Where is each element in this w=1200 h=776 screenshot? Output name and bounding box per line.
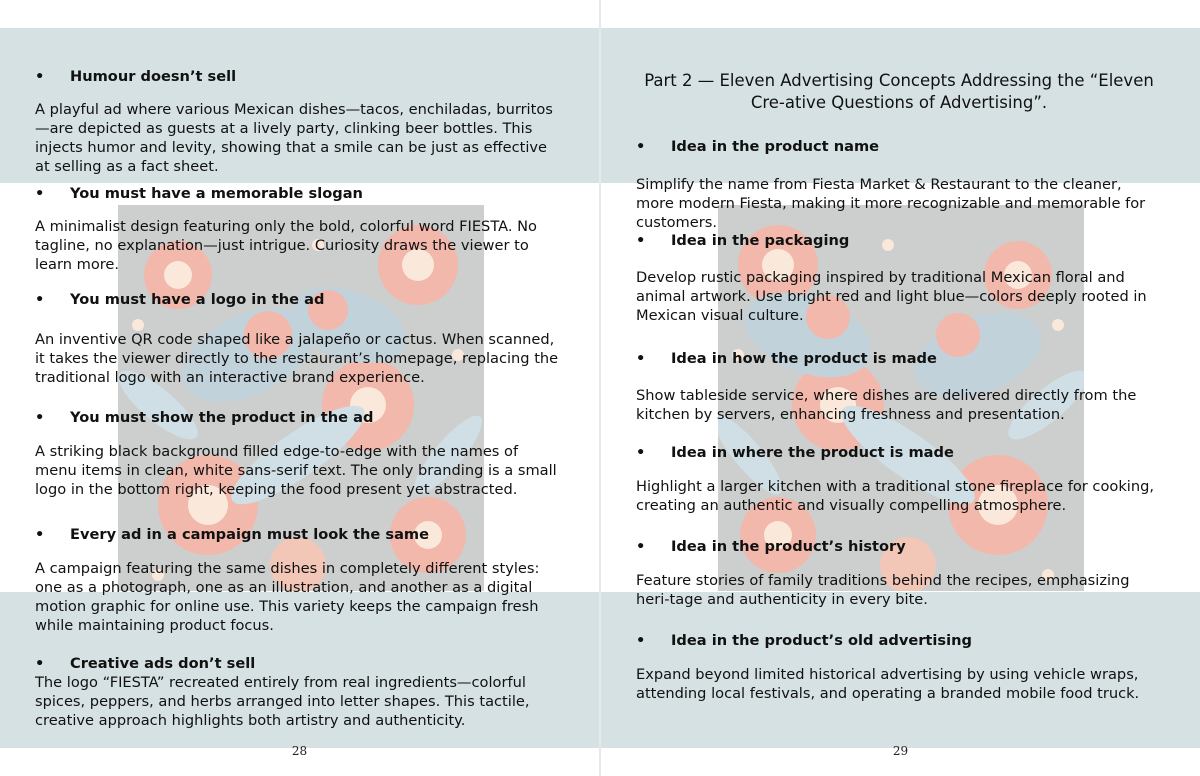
concept-heading: • Idea in where the product is made	[636, 444, 954, 461]
bullet-icon: •	[636, 632, 646, 649]
bullet-icon: •	[35, 291, 45, 308]
concept-item	[636, 231, 1162, 325]
concept-item	[636, 631, 1162, 703]
concept-heading: • Every ad in a campaign must look the same	[35, 526, 430, 543]
bullet-icon: •	[35, 68, 45, 85]
bullet-icon: •	[35, 409, 45, 426]
concept-body: A striking black background filled edge-to-edge with the names of menu items in clean, white sans-serif text. The only branding is a small logo in the bottom right, keeping the food present yet abstracted.	[35, 443, 557, 498]
bullet-icon: •	[35, 526, 45, 543]
concept-heading: • Creative ads don’t sell	[35, 655, 256, 672]
concept-item	[636, 137, 1162, 232]
page-number: 29	[892, 744, 909, 758]
part-title: Part 2 — Eleven Advertising Concepts Addressing the “Eleven Cre-ative Questions of Advertising”.	[644, 71, 1154, 112]
concept-item	[35, 654, 561, 730]
concept-body: Expand beyond limited historical advertising by using vehicle wraps, attending local festivals, and operating a branded mobile food truck.	[636, 666, 1140, 702]
concept-heading: • You must show the product in the ad	[35, 409, 374, 426]
concept-body: Simplify the name from Fiesta Market & Restaurant to the cleaner, more modern Fiesta, making it more recognizable and memorable for customers.	[636, 176, 1146, 231]
concept-body: A playful ad where various Mexican dishes—tacos, enchiladas, burritos—are depicted as guests at a lively party, clinking beer bottles. This injects humor and levity, showing that a smile can be just as effective at selling as a fact sheet.	[35, 101, 553, 175]
concept-body: A campaign featuring the same dishes in completely different styles: one as a photograph, one as an illustration, and another as a digital motion graphic for online use. This variety keeps the campaign fresh while maintaining product focus.	[35, 560, 540, 634]
concept-body: The logo “FIESTA” recreated entirely from real ingredients—colorful spices, peppers, and herbs arranged into letter shapes. This tactile, creative approach highlights both artistry and authenticity.	[35, 674, 530, 729]
concept-item	[636, 537, 1162, 609]
concept-heading: • Idea in the product’s history	[636, 538, 906, 555]
concept-body: A minimalist design featuring only the bold, colorful word FIESTA. No tagline, no explanation—just intrigue. Curiosity draws the viewer to learn more.	[35, 218, 537, 273]
concept-body: Feature stories of family traditions behind the recipes, emphasizing heri-tage and authenticity in every bite.	[636, 572, 1130, 608]
concept-item	[35, 525, 561, 635]
concept-body: Show tableside service, where dishes are delivered directly from the kitchen by servers, enhancing freshness and presentation.	[636, 387, 1137, 423]
concept-body: An inventive QR code shaped like a jalapeño or cactus. When scanned, it takes the viewer directly to the restaurant’s homepage, replacing the traditional logo with an interactive brand experience.	[35, 331, 559, 386]
right-page	[601, 0, 1200, 776]
concept-body: Highlight a larger kitchen with a traditional stone fireplace for cooking, creating an authentic and visually compelling atmosphere.	[636, 478, 1154, 514]
concept-item	[636, 349, 1162, 424]
concept-item	[35, 184, 561, 274]
left-page	[0, 0, 599, 776]
bullet-icon: •	[636, 444, 646, 461]
bullet-icon: •	[35, 185, 45, 202]
concept-heading: • Idea in how the product is made	[636, 350, 937, 367]
concept-item	[636, 443, 1162, 515]
concept-item	[35, 67, 561, 176]
page-number: 28	[291, 744, 308, 758]
bullet-icon: •	[636, 138, 646, 155]
bullet-icon: •	[35, 655, 45, 672]
concept-item	[35, 290, 561, 387]
concept-heading: • Idea in the product’s old advertising	[636, 632, 972, 649]
concept-heading: • You must have a memorable slogan	[35, 185, 363, 202]
bullet-icon: •	[636, 232, 646, 249]
concept-item	[35, 408, 561, 499]
concept-heading: • Idea in the packaging	[636, 232, 850, 249]
bullet-icon: •	[636, 350, 646, 367]
concept-body: Develop rustic packaging inspired by traditional Mexican floral and animal artwork. Use bright red and light blue—colors deeply rooted in Mexican visual culture.	[636, 269, 1147, 324]
concept-heading: • Humour doesn’t sell	[35, 68, 237, 85]
concept-heading: • Idea in the product name	[636, 138, 880, 155]
bullet-icon: •	[636, 538, 646, 555]
concept-heading: • You must have a logo in the ad	[35, 291, 325, 308]
